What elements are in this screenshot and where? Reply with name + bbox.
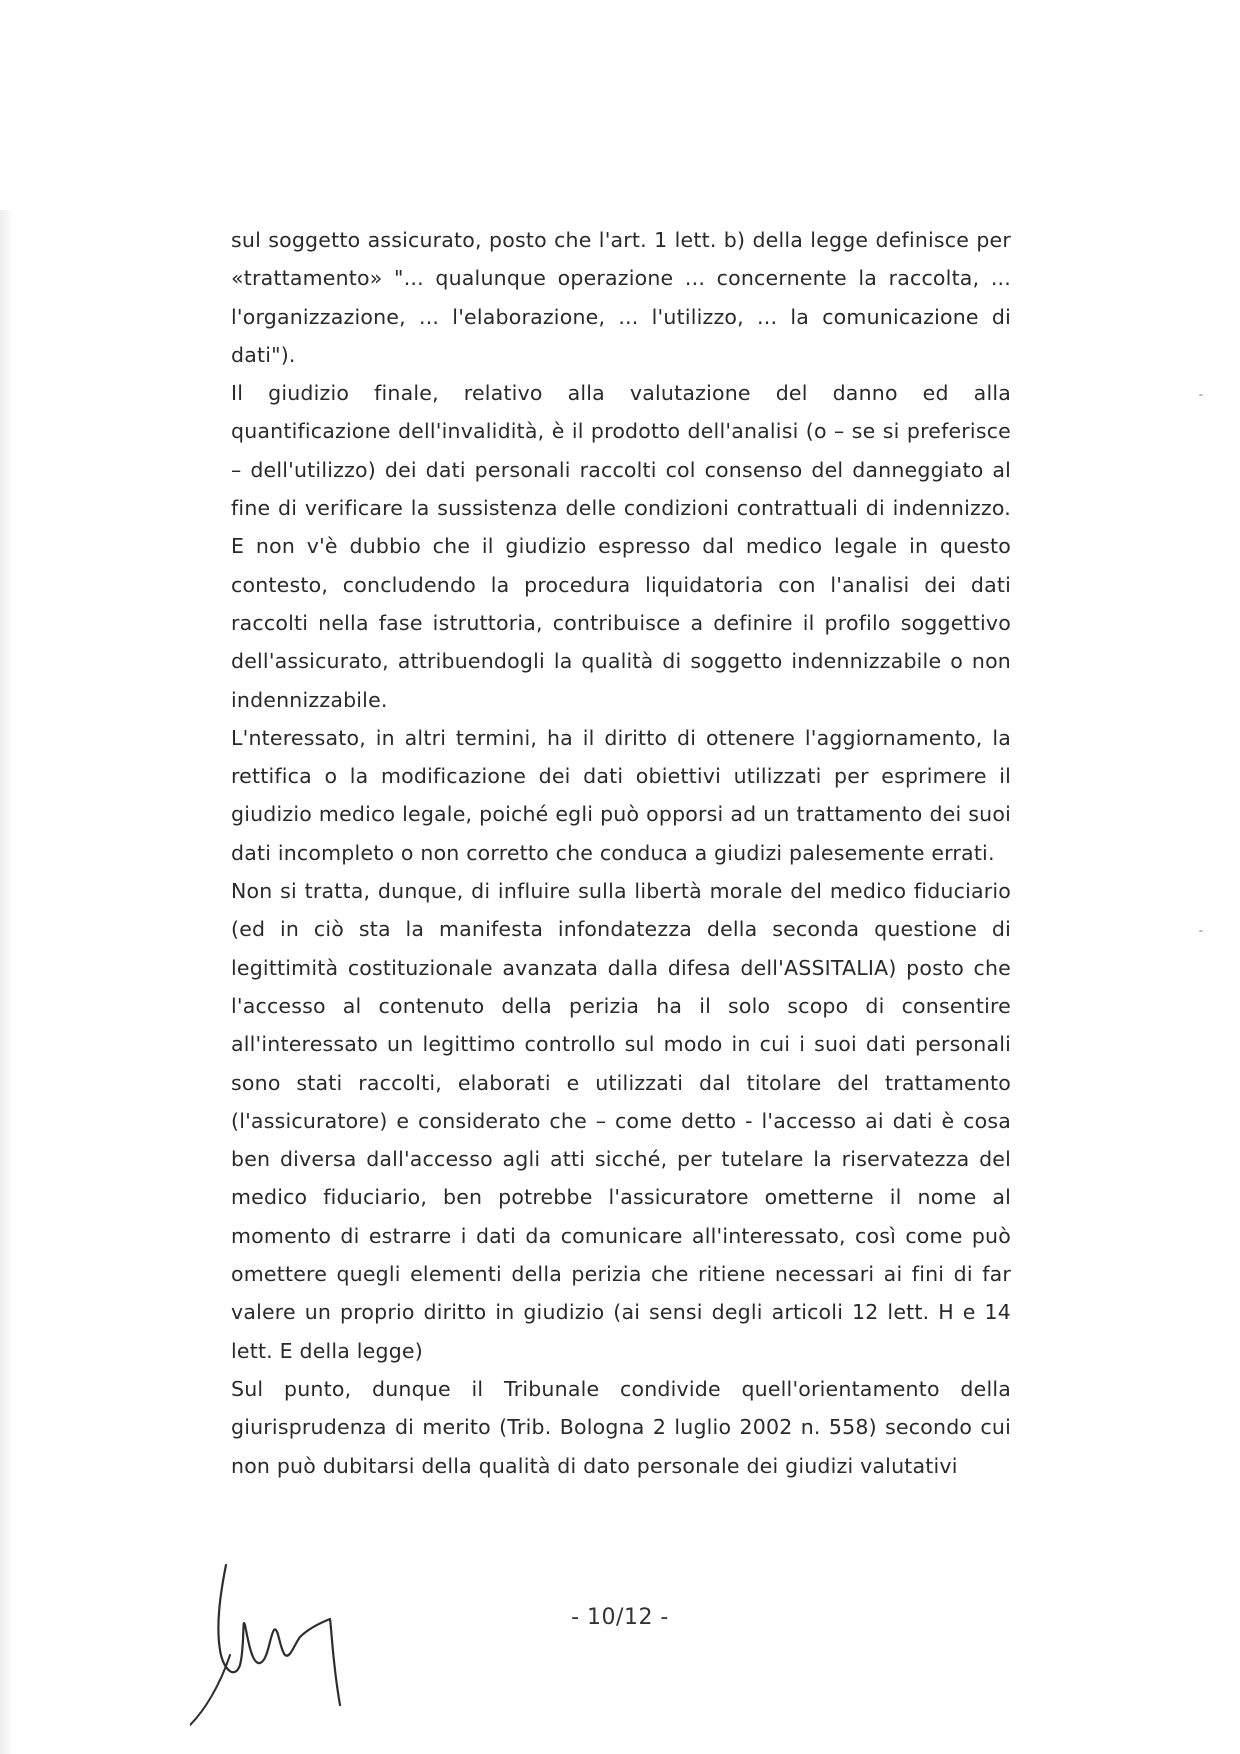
page-number: - 10/12 - — [571, 1605, 669, 1630]
paragraph-4: Non si tratta, dunque, di influire sulla libertà morale del medico fiduciario (ed in ciò sta la manifesta infondatezza della seconda questione di legittimità costituzionale avanzata dalla difesa dell'ASSITALIA) posto che l'accesso al contenuto della perizia ha il solo scopo di consentire all'interessato un legittimo controllo sul modo in cui i suoi dati personali sono stati raccolti, elaborati e utilizzati dal titolare del trattamento (l'assicuratore) e considerato che – come detto - l'accesso ai dati è cosa ben diversa dall'accesso agli atti sicché, per tutelare la riservatezza del medico fiduciario, ben potrebbe l'assicuratore ometterne il nome al momento di estrarre i dati da comunicare all'interessato, così come può omettere quegli elementi della perizia che ritiene necessari ai fini di far valere un proprio diritto in giudizio (ai sensi degli articoli 12 lett. H e 14 lett. E della legge) — [231, 879, 1011, 1363]
document-body — [231, 221, 1011, 1485]
scan-speck — [1199, 394, 1203, 396]
paragraph-1: sul soggetto assicurato, posto che l'art. 1 lett. b) della legge definisce per «trattamento» "... qualunque operazione ... concernente la raccolta, ... l'organizzazione, ... l'elaborazione, ... l'utilizzo, ... la comunicazione di dati"). — [231, 228, 1011, 367]
handwritten-signature — [190, 1555, 390, 1730]
scan-speck — [1199, 930, 1203, 932]
paragraph-5: Sul punto, dunque il Tribunale condivide quell'orientamento della giurisprudenza di merito (Trib. Bologna 2 luglio 2002 n. 558) secondo cui non può dubitarsi della qualità di dato personale dei giudizi valutativi — [231, 1376, 1011, 1478]
paragraph-3: L'nteressato, in altri termini, ha il diritto di ottenere l'aggiornamento, la rettifica o la modificazione dei dati obiettivi utilizzati per esprimere il giudizio medico legale, poiché egli può opporsi ad un trattamento dei suoi dati incompleto o non corretto che conduca a giudizi palesemente errati. — [231, 725, 1011, 865]
paragraph-2: Il giudizio finale, relativo alla valutazione del danno ed alla quantificazione dell'invalidità, è il prodotto dell'analisi (o – se si preferisce – dell'utilizzo) dei dati personali raccolti col consenso del danneggiato al fine di verificare la sussistenza delle condizioni contrattuali di indennizzo. E non v'è dubbio che il giudizio espresso dal medico legale in questo contesto, concludendo la procedura liquidatoria con l'analisi dei dati raccolti nella fase istruttoria, contribuisce a definire il profilo soggettivo dell'assicurato, attribuendogli la qualità di soggetto indennizzabile o non indennizzabile. — [231, 381, 1011, 712]
scan-edge-shadow — [0, 210, 14, 1754]
